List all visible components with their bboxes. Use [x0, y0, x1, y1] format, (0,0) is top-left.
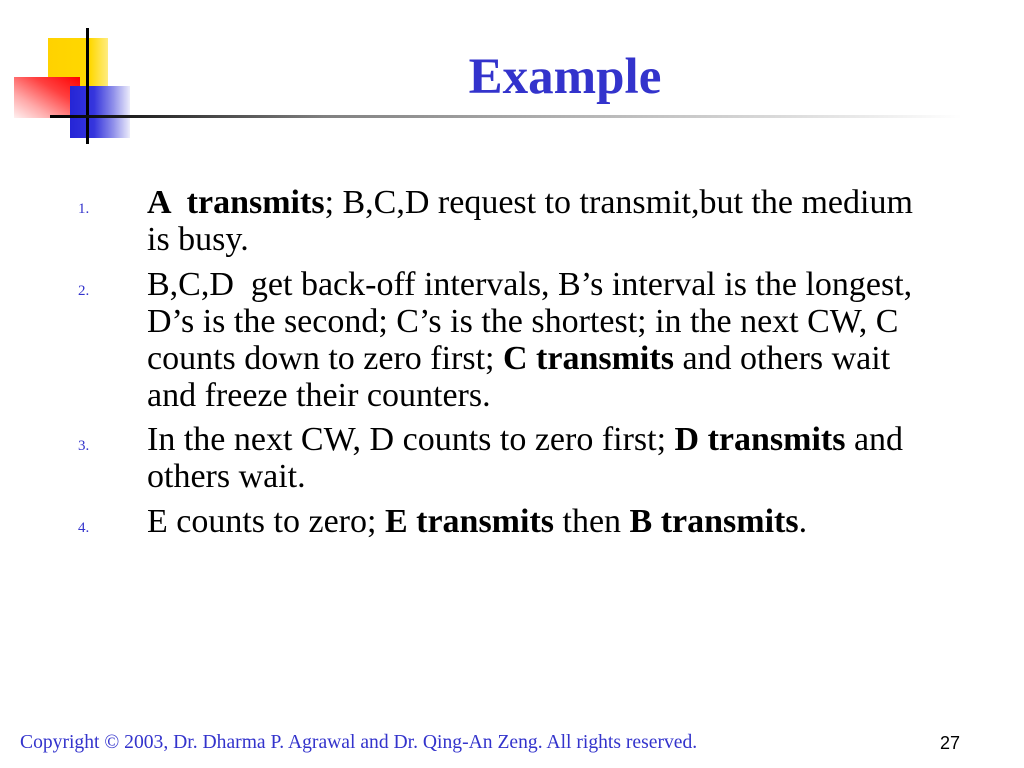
- text-segment: and: [845, 421, 904, 458]
- bold-text: C transmits: [503, 339, 674, 377]
- list-item-line: [147, 184, 913, 221]
- list-item-number: 2.: [78, 282, 90, 299]
- list-item-line: [147, 266, 912, 303]
- bold-text: A transmits: [147, 184, 325, 221]
- text-segment: B,C,D get back-off intervals, B’s interval is the longest,: [147, 265, 913, 303]
- decor-vertical-line: [86, 28, 89, 144]
- list-item-number: 1.: [78, 201, 90, 217]
- text-segment: D’s is the second; C’s is the shortest; in the next CW, C: [147, 302, 899, 340]
- text-segment: In the next CW, D counts to zero first;: [147, 421, 675, 458]
- list-item-line: [147, 303, 912, 340]
- numbered-list: [78, 184, 978, 547]
- bold-text: D transmits: [674, 421, 846, 458]
- bold-text: E transmits: [384, 502, 554, 540]
- text-segment: ; B,C,D request to transmit,but the medium: [324, 184, 913, 221]
- list-item-text: [147, 421, 903, 495]
- title-underline: [50, 115, 962, 118]
- list-item-text: [147, 503, 807, 540]
- text-segment: others wait.: [147, 458, 306, 495]
- list-item-line: [147, 503, 807, 540]
- text-segment: then: [554, 502, 630, 540]
- text-segment: E counts to zero;: [147, 502, 385, 540]
- list-item: [78, 503, 978, 547]
- list-item-line: [147, 458, 903, 495]
- list-item: [78, 184, 978, 258]
- text-segment: is busy.: [147, 221, 249, 258]
- copyright-footer: Copyright © 2003, Dr. Dharma P. Agrawal and Dr. Qing-An Zeng. All rights reserved.: [20, 732, 698, 753]
- slide-title: Example: [468, 49, 662, 105]
- list-item-text: [147, 266, 912, 414]
- list-item-line: [147, 377, 912, 414]
- list-item: [78, 266, 978, 414]
- list-item: [78, 421, 978, 495]
- text-segment: counts down to zero first;: [147, 339, 503, 377]
- list-item-line: [147, 421, 903, 458]
- decor-blue-square: [70, 86, 130, 138]
- text-segment: and others wait: [673, 339, 891, 377]
- bold-text: B transmits: [629, 502, 799, 540]
- text-segment: .: [798, 502, 808, 540]
- page-number: 27: [940, 733, 961, 753]
- list-item-number: 4.: [78, 519, 90, 536]
- list-item-text: [147, 184, 913, 258]
- list-item-line: [147, 221, 913, 258]
- text-segment: and freeze their counters.: [147, 376, 491, 414]
- list-item-number: 3.: [78, 438, 90, 454]
- list-item-line: [147, 340, 912, 377]
